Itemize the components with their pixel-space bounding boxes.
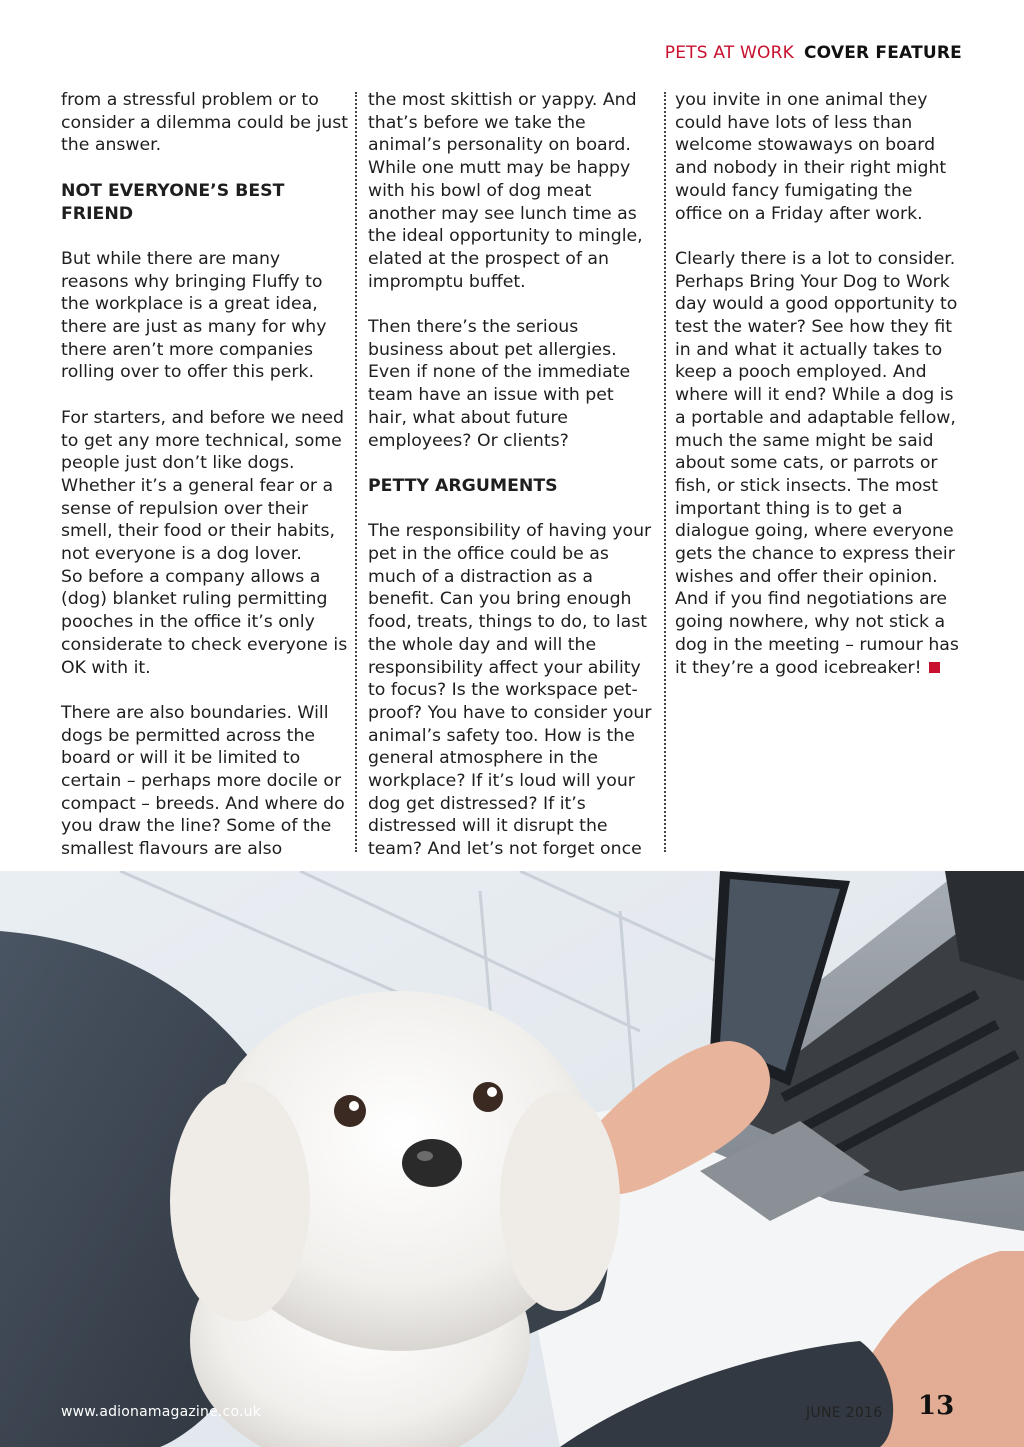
feature-photo-dog-at-laptop	[0, 871, 1024, 1447]
page-number: 13	[918, 1391, 955, 1421]
paragraph: There are also boundaries. Will dogs be permitted across the board or will it be limited to certain – perhaps more docile or compact – breeds. And where do you draw the line? Some of the smallest flavours are also	[61, 702, 345, 860]
footer-issue-date: JUNE 2016	[806, 1405, 883, 1421]
end-of-article-icon	[929, 662, 940, 673]
paragraph: For starters, and before we need to get any more technical, some people just don’t like dogs. Whether it’s a general fear or a sense of repulsion over their smell, their food or their habits, not everyone is a dog lover.	[61, 407, 345, 565]
subheading: NOT EVERYONE’S BEST FRIEND	[61, 180, 285, 224]
paragraph-final	[675, 248, 965, 679]
feature-label: COVER FEATURE	[803, 43, 962, 63]
paragraph: Then there’s the serious business about pet allergies. Even if none of the immediate team have an issue with pet hair, what about future employees? Or clients?	[368, 317, 631, 451]
paragraph: you invite in one animal they could have lots of less than welcome stowaways on board and nobody in their right might would fancy fumigating the office on a Friday after work.	[675, 90, 947, 224]
section-label: PETS AT WORK	[664, 43, 794, 63]
final-paragraph-text: Clearly there is a lot to consider. Perhaps Bring Your Dog to Work day would a good opportunity to test the water? See how they fit in and what it actually takes to keep a pooch employed. And where will it end? While a dog is a portable and adaptable fellow, much the same might be said about some cats, or parrots or fish, or stick insects. The most important thing is to get a dialogue going, where everyone gets the chance to express their wishes and offer their opinion. And if you find negotiations are going nowhere, why not stick a dog in the meeting – rumour has it they’re a good icebreaker!	[675, 248, 959, 678]
footer-website-url: www.adionamagazine.co.uk	[61, 1404, 261, 1420]
article-column-3	[675, 89, 965, 679]
paragraph: the most skittish or yappy. And that’s before we take the animal’s personality on board. While one mutt may be happy with his bowl of dog meat another may see lunch time as the ideal opportunity to mingle, elated at the prospect of an impromptu buffet.	[368, 90, 643, 292]
column-divider	[355, 92, 357, 852]
paragraph: from a stressful problem or to consider a dilemma could be just the answer.	[61, 90, 348, 156]
paragraph: But while there are many reasons why bringing Fluffy to the workplace is a great idea, there are just as many for why there aren’t more companies rolling over to offer this perk.	[61, 248, 327, 383]
article-column-2	[368, 89, 658, 861]
paragraph: The responsibility of having your pet in the office could be as much of a distraction as a benefit. Can you bring enough food, treats, things to do, to last the whole day and will the responsibility affect your ability to focus? Is the workspace pet-proof? You have to consider your animal’s safety too. How is the general atmosphere in the workplace? If it’s loud will your dog get distressed? If it’s distressed will it disrupt the team? And let’s not forget once	[368, 521, 652, 860]
running-header	[665, 43, 962, 63]
subheading: PETTY ARGUMENTS	[368, 475, 558, 496]
paragraph: So before a company allows a (dog) blanket ruling permitting pooches in the office it’s only considerate to check everyone is OK with it.	[61, 566, 348, 678]
article-column-1	[61, 89, 351, 861]
column-divider	[664, 92, 666, 852]
